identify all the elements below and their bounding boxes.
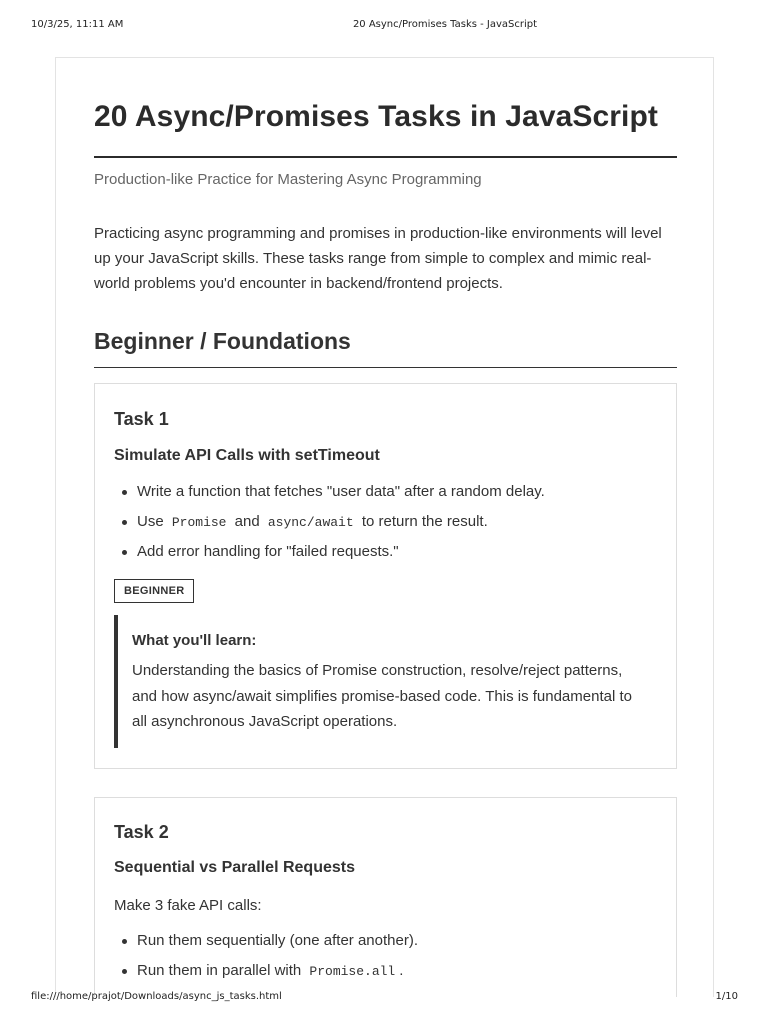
section-title: Beginner / Foundations <box>94 328 351 354</box>
inline-code: async/await <box>267 515 354 530</box>
task-bullet-list <box>114 932 654 992</box>
page-title: 20 Async/Promises Tasks in JavaScript <box>94 100 659 133</box>
list-item <box>114 543 654 573</box>
title-divider <box>94 156 677 158</box>
print-footer <box>0 991 768 1005</box>
page-subtitle: Production-like Practice for Mastering Async Programming <box>94 171 482 188</box>
bullet-text: to return the result. <box>361 513 488 530</box>
list-item <box>114 513 654 543</box>
bullet-text: Use <box>137 513 164 530</box>
print-doc-title: 20 Async/Promises Tasks - JavaScript <box>352 19 538 30</box>
print-page-number: 1/10 <box>715 991 738 1002</box>
inline-code: Promise.all <box>309 964 396 979</box>
bullet-text: Add error handling for "failed requests." <box>137 543 399 560</box>
task-card-2 <box>94 797 677 997</box>
learn-text: Understanding the basics of Promise construction, resolve/reject patterns, and how async/await simplifies promise-based code. This is fundamental to all asynchronous JavaScript operations. <box>132 662 632 730</box>
intro-paragraph: Practicing async programming and promises in production-like environments will level up your JavaScript skills. These tasks range from simple to complex and mimic real-world problems you'd encounter in backend/frontend projects. <box>94 225 662 292</box>
print-header <box>0 19 768 33</box>
list-item <box>114 483 654 513</box>
learn-heading: What you'll learn: <box>132 632 257 649</box>
section-divider <box>94 367 677 368</box>
task-intro-line: Make 3 fake API calls: <box>114 897 262 914</box>
task-number: Task 2 <box>114 822 169 842</box>
document-page <box>55 57 714 997</box>
task-name: Simulate API Calls with setTimeout <box>114 447 380 464</box>
inline-code: Promise <box>171 515 227 530</box>
task-bullet-list <box>114 483 654 573</box>
bullet-text: . <box>399 962 404 979</box>
task-card-1 <box>94 383 677 769</box>
bullet-text: Write a function that fetches "user data" after a random delay. <box>137 483 545 500</box>
learn-callout <box>114 615 654 748</box>
bullet-text: Run them in parallel with <box>137 962 302 979</box>
list-item <box>114 962 654 992</box>
task-name: Sequential vs Parallel Requests <box>114 859 355 876</box>
print-url: file:///home/prajot/Downloads/async_js_tasks.html <box>31 991 282 1002</box>
bullet-text: and <box>234 513 260 530</box>
list-item <box>114 932 654 962</box>
task-number: Task 1 <box>114 409 169 429</box>
bullet-text: Run them sequentially (one after another). <box>137 932 418 949</box>
print-datetime: 10/3/25, 11:11 AM <box>31 19 124 30</box>
level-badge: BEGINNER <box>114 579 194 603</box>
